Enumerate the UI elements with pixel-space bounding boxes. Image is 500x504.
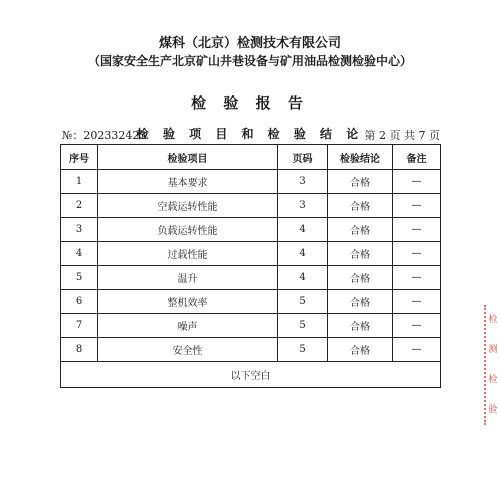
cell-remark: —: [393, 314, 441, 338]
table-row: [61, 218, 441, 242]
seal-stamp: [484, 305, 500, 425]
cell-remark: —: [393, 170, 441, 194]
seal-char: 检: [488, 375, 498, 385]
column-header-conclusion: 检验结论: [328, 145, 393, 170]
table-row: [61, 266, 441, 290]
cell-page: 5: [278, 338, 328, 362]
cell-remark: —: [393, 218, 441, 242]
table-row: [61, 290, 441, 314]
blank-below-note: 以下空白: [61, 362, 441, 388]
cell-remark: —: [393, 338, 441, 362]
column-header-item: 检验项目: [98, 145, 278, 170]
seal-char: 检: [488, 315, 498, 325]
cell-item: 温升: [98, 266, 278, 290]
cell-item: 噪声: [98, 314, 278, 338]
section-title: 检 验 项 目 和 检 验 结 论: [136, 127, 364, 141]
cell-conclusion: 合格: [328, 242, 393, 266]
cell-item: 空载运转性能: [98, 194, 278, 218]
column-header-remark: 备注: [393, 145, 441, 170]
results-table: [60, 144, 441, 388]
cell-remark: —: [393, 242, 441, 266]
page-info: 第 2 页 共 7 页: [364, 129, 440, 142]
cell-remark: —: [393, 194, 441, 218]
table-row: [61, 338, 441, 362]
company-name: 煤科（北京）检测技术有限公司: [158, 36, 341, 51]
cell-page: 3: [278, 170, 328, 194]
cell-item: 安全性: [98, 338, 278, 362]
report-number: №：202332423: [62, 129, 147, 142]
cell-conclusion: 合格: [328, 290, 393, 314]
table-header-row: [61, 145, 441, 170]
cell-conclusion: 合格: [328, 314, 393, 338]
cell-index: 2: [61, 194, 98, 218]
cell-page: 5: [278, 290, 328, 314]
cell-index: 1: [61, 170, 98, 194]
column-header-page: 页码: [278, 145, 328, 170]
cell-index: 3: [61, 218, 98, 242]
table-row: [61, 314, 441, 338]
cell-index: 8: [61, 338, 98, 362]
cell-remark: —: [393, 266, 441, 290]
cell-item: 过载性能: [98, 242, 278, 266]
cell-conclusion: 合格: [328, 170, 393, 194]
table-footer-row: [61, 362, 441, 388]
cell-index: 6: [61, 290, 98, 314]
cell-item: 基本要求: [98, 170, 278, 194]
cell-index: 4: [61, 242, 98, 266]
table-row: [61, 194, 441, 218]
cell-index: 5: [61, 266, 98, 290]
column-header-index: 序号: [61, 145, 98, 170]
seal-char: 验: [488, 405, 498, 415]
cell-index: 7: [61, 314, 98, 338]
cell-conclusion: 合格: [328, 266, 393, 290]
company-subtitle: （国家安全生产北京矿山井巷设备与矿用油品检测检验中心）: [87, 54, 412, 68]
seal-char: 测: [488, 345, 498, 355]
cell-page: 5: [278, 314, 328, 338]
cell-conclusion: 合格: [328, 338, 393, 362]
report-title: 检 验 报 告: [191, 94, 309, 112]
cell-conclusion: 合格: [328, 218, 393, 242]
cell-remark: —: [393, 290, 441, 314]
cell-page: 3: [278, 194, 328, 218]
cell-item: 负载运转性能: [98, 218, 278, 242]
cell-page: 4: [278, 218, 328, 242]
cell-item: 整机效率: [98, 290, 278, 314]
cell-page: 4: [278, 266, 328, 290]
cell-conclusion: 合格: [328, 194, 393, 218]
table-row: [61, 170, 441, 194]
table-row: [61, 242, 441, 266]
cell-page: 4: [278, 242, 328, 266]
